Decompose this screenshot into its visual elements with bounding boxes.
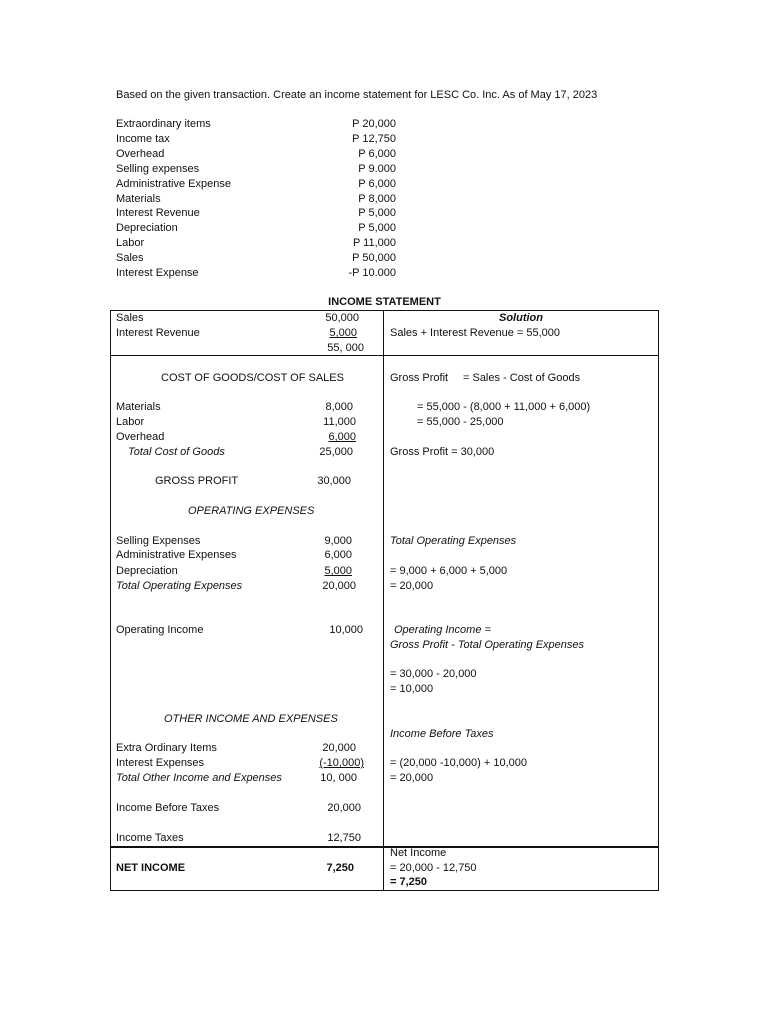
other-heading: OTHER INCOME AND EXPENSES bbox=[164, 713, 338, 725]
transaction-value: P 6,000 bbox=[358, 178, 396, 190]
opex-solution-line2: = 20,000 bbox=[390, 580, 434, 592]
gp-solution-formula: = Sales - Cost of Goods bbox=[463, 372, 581, 384]
solution-revenue: Sales + Interest Revenue = 55,000 bbox=[390, 327, 561, 339]
depreciation-label: Depreciation bbox=[116, 565, 178, 577]
transaction-label: Overhead bbox=[116, 148, 165, 160]
income-before-taxes-label: Income Before Taxes bbox=[116, 802, 220, 814]
admin-expenses-label: Administrative Expenses bbox=[116, 549, 237, 561]
gross-profit-label: GROSS PROFIT bbox=[155, 475, 239, 487]
transaction-label: Materials bbox=[116, 193, 161, 205]
labor-label: Labor bbox=[116, 416, 145, 428]
interest-revenue-label: Interest Revenue bbox=[116, 327, 200, 339]
income-taxes-value: 12,750 bbox=[327, 832, 361, 844]
transaction-label: Depreciation bbox=[116, 222, 178, 234]
statement-title: INCOME STATEMENT bbox=[328, 296, 441, 308]
transaction-value: P 8,000 bbox=[358, 193, 396, 205]
net-solution-line2: = 20,000 - 12,750 bbox=[390, 862, 477, 874]
operating-income-value: 10,000 bbox=[329, 624, 363, 636]
interest-expenses-label: Interest Expenses bbox=[116, 757, 205, 769]
transaction-label: Extraordinary items bbox=[116, 118, 211, 130]
opinc-solution-line4: = 10,000 bbox=[390, 683, 434, 695]
gross-profit-value: 30,000 bbox=[317, 475, 351, 487]
intro-text: Based on the given transaction. Create an income statement for LESC Co. Inc. As of May 17, 2023 bbox=[116, 89, 598, 101]
opinc-solution-line2: Gross Profit - Total Operating Expenses bbox=[390, 639, 585, 651]
transaction-value: P 20,000 bbox=[352, 118, 396, 130]
opex-solution-title: Total Operating Expenses bbox=[390, 535, 517, 547]
solution-title: Solution bbox=[499, 312, 543, 324]
extraordinary-value: 20,000 bbox=[322, 742, 356, 754]
total-other-label: Total Other Income and Expenses bbox=[116, 772, 282, 784]
transaction-value: -P 10.000 bbox=[348, 267, 396, 279]
transaction-label: Sales bbox=[116, 252, 144, 264]
ibt-solution-line2: = 20,000 bbox=[390, 772, 434, 784]
extraordinary-label: Extra Ordinary Items bbox=[116, 742, 217, 754]
transaction-value: P 11,000 bbox=[352, 237, 396, 249]
transaction-value: P 5,000 bbox=[358, 207, 396, 219]
transaction-label: Interest Revenue bbox=[116, 207, 200, 219]
materials-label: Materials bbox=[116, 401, 161, 413]
total-opex-label: Total Operating Expenses bbox=[116, 580, 243, 592]
revenue-total: 55, 000 bbox=[327, 342, 364, 354]
admin-expenses-value: 6,000 bbox=[324, 549, 352, 561]
net-income-label: NET INCOME bbox=[116, 862, 186, 874]
selling-expenses-value: 9,000 bbox=[324, 535, 352, 547]
income-before-taxes-value: 20,000 bbox=[327, 802, 361, 814]
gp-solution-label: Gross Profit bbox=[390, 372, 449, 384]
transaction-value: P 5,000 bbox=[358, 222, 396, 234]
total-opex-value: 20,000 bbox=[322, 580, 356, 592]
opex-solution-line1: = 9,000 + 6,000 + 5,000 bbox=[390, 565, 508, 577]
ibt-solution-line1: = (20,000 -10,000) + 10,000 bbox=[390, 757, 527, 769]
transaction-label: Administrative Expense bbox=[116, 178, 231, 190]
net-income-value: 7,250 bbox=[326, 862, 354, 874]
depreciation-value: 5,000 bbox=[324, 565, 352, 577]
overhead-value: 6,000 bbox=[328, 431, 356, 443]
sales-label: Sales bbox=[116, 312, 144, 324]
transaction-value: P 6,000 bbox=[358, 148, 396, 160]
interest-expenses-value-text: (-10,000) bbox=[319, 757, 364, 769]
opex-heading: OPERATING EXPENSES bbox=[188, 505, 315, 517]
transaction-label: Selling expenses bbox=[116, 163, 200, 175]
income-taxes-label: Income Taxes bbox=[116, 832, 184, 844]
transaction-label: Income tax bbox=[116, 133, 170, 145]
total-cost-of-goods-value: 25,000 bbox=[319, 446, 353, 458]
transaction-label: Interest Expense bbox=[116, 267, 199, 279]
selling-expenses-label: Selling Expenses bbox=[116, 535, 201, 547]
transaction-value: P 50,000 bbox=[352, 252, 396, 264]
gp-solution-line2: = 55,000 - (8,000 + 11,000 + 6,000) bbox=[417, 401, 591, 413]
net-solution-line1: Net Income bbox=[390, 847, 447, 859]
opinc-solution-line1: Operating Income = bbox=[394, 624, 491, 636]
gp-solution-line4: Gross Profit = 30,000 bbox=[390, 446, 495, 458]
gp-solution-line3: = 55,000 - 25,000 bbox=[417, 416, 504, 428]
transaction-label: Labor bbox=[116, 237, 145, 249]
cogs-heading: COST OF GOODS/COST OF SALES bbox=[161, 372, 344, 384]
sales-value: 50,000 bbox=[325, 312, 359, 324]
interest-expenses-value bbox=[300, 756, 364, 770]
opinc-solution-line3: = 30,000 - 20,000 bbox=[390, 668, 477, 680]
transaction-value: P 9.000 bbox=[358, 163, 396, 175]
ibt-solution-title: Income Before Taxes bbox=[390, 728, 494, 740]
materials-value: 8,000 bbox=[325, 401, 353, 413]
transaction-value: P 12,750 bbox=[352, 133, 396, 145]
total-other-value: 10, 000 bbox=[320, 772, 357, 784]
overhead-label: Overhead bbox=[116, 431, 165, 443]
labor-value: 11,000 bbox=[323, 416, 356, 428]
net-solution-line3: = 7,250 bbox=[390, 876, 428, 888]
total-cost-of-goods-label: Total Cost of Goods bbox=[128, 446, 225, 458]
interest-revenue-value: 5,000 bbox=[329, 327, 357, 339]
operating-income-label: Operating Income bbox=[116, 624, 204, 636]
